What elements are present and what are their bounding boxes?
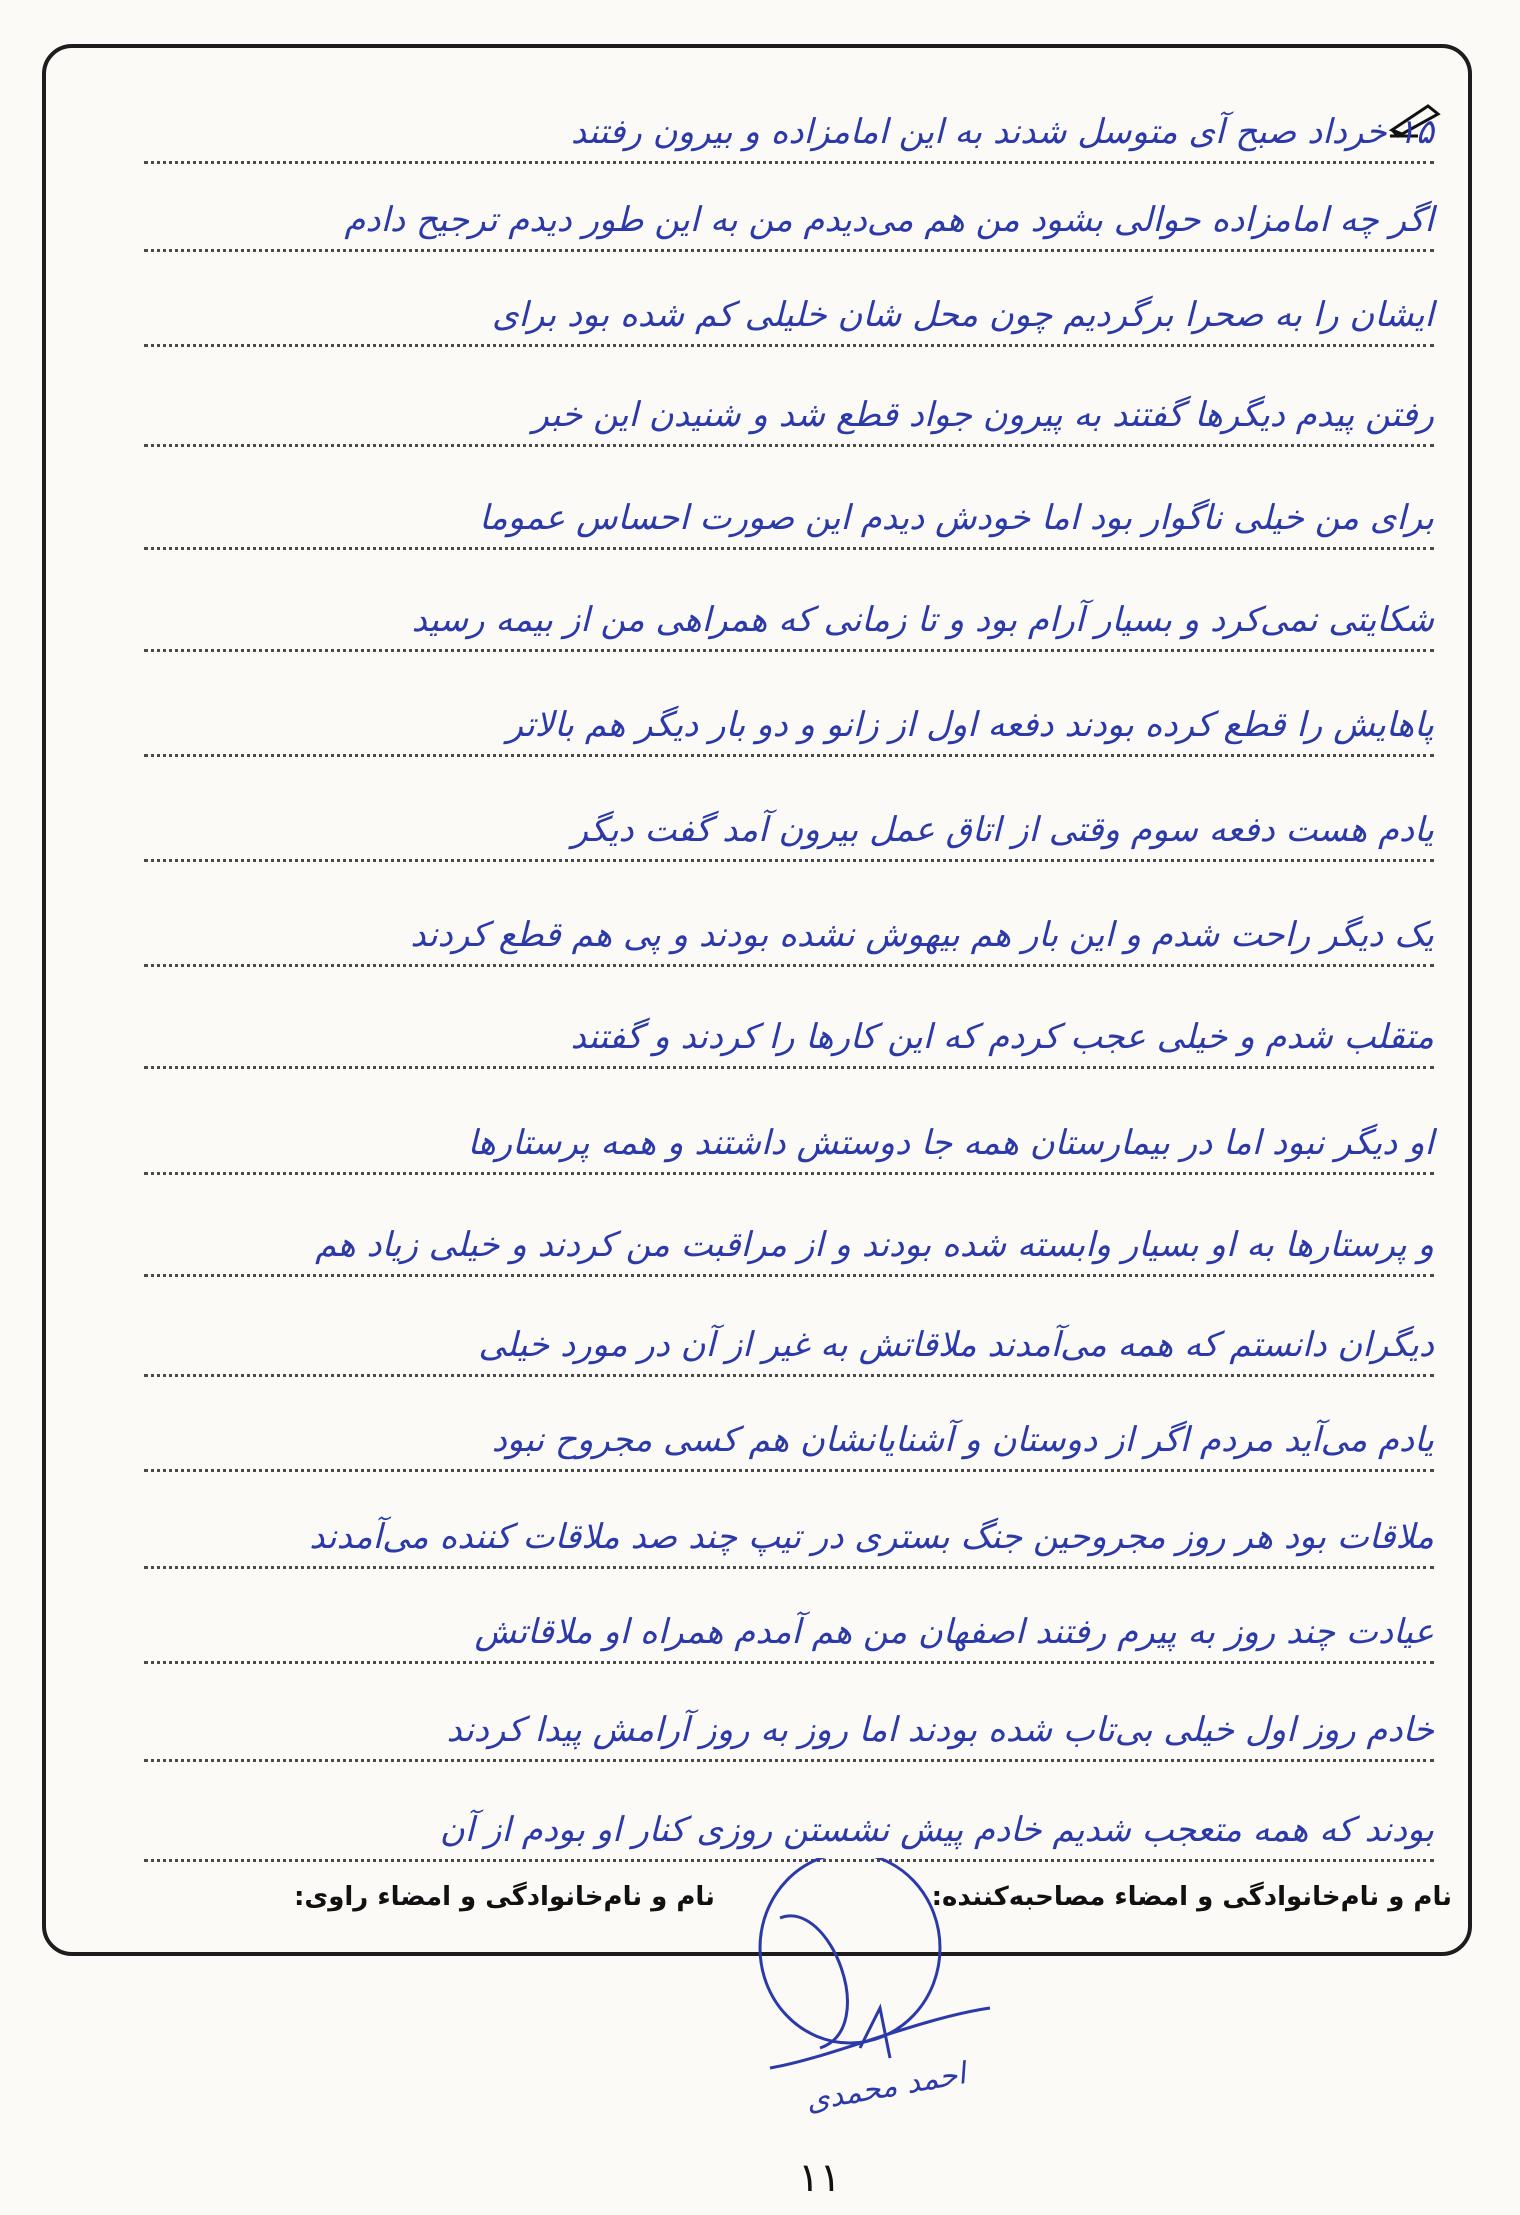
signature-scribble [740, 1858, 1020, 2168]
interviewer-signature-label: نام و نام‌خانوادگی و امضاء مصاحبه‌کننده: [931, 1882, 1452, 1912]
page-number: ۱۱ [798, 2155, 841, 2201]
handwritten-line: اگر چه امامزاده حوالی بشود من هم می‌دیدم من به این طور دیدم ترجیح دادم [104, 180, 1434, 260]
handwritten-line: متقلب شدم و خیلی عجب کردم که این کارها را کردند و گفتند [104, 997, 1434, 1077]
handwritten-line: و پرستارها به او بسیار وابسته شده بودند و از مراقبت من کردند و خیلی زیاد هم [104, 1205, 1434, 1285]
handwritten-line: پاهایش را قطع کرده بودند دفعه اول از زانو و دو بار دیگر هم بالاتر [104, 685, 1434, 765]
handwritten-line: رفتن پیدم دیگرها گفتند به پیرون جواد قطع شد و شنیدن این خبر [104, 375, 1434, 455]
handwritten-line: بودند که همه متعجب شدیم خادم پیش نشستن روزی کنار او بودم از آن [104, 1790, 1434, 1870]
handwritten-line: خادم روز اول خیلی بی‌تاب شده بودند اما روز به روز آرامش پیدا کردند [104, 1690, 1434, 1770]
handwritten-line: او دیگر نبود اما در بیمارستان همه جا دوستش داشتند و همه پرستارها [104, 1103, 1434, 1183]
handwritten-line: ایشان را به صحرا برگردیم چون محل شان خلیلی کم شده بود برای [104, 275, 1434, 355]
handwritten-line: دیگران دانستم که همه می‌آمدند ملاقاتش به غیر از آن در مورد خیلی [104, 1305, 1434, 1385]
handwritten-line: برای من خیلی ناگوار بود اما خودش دیدم این صورت احساس عموما [104, 478, 1434, 558]
handwritten-line: یادم هست دفعه سوم وقتی از اتاق عمل بیرون آمد گفت دیگر [104, 790, 1434, 870]
signature-name: احمد محمدی [803, 2056, 969, 2119]
handwritten-line: ملاقات بود هر روز مجروحین جنگ بستری در تیپ چند صد ملاقات کننده می‌آمدند [104, 1497, 1434, 1577]
narrator-signature-label: نام و نام‌خانوادگی و امضاء راوی: [294, 1882, 715, 1912]
handwritten-line: یادم می‌آید مردم اگر از دوستان و آشنایانشان هم کسی مجروح نبود [104, 1400, 1434, 1480]
handwritten-line: عیادت چند روز به پیرم رفتند اصفهان من هم آمدم همراه او ملاقاتش [104, 1592, 1434, 1672]
handwritten-line: شکایتی نمی‌کرد و بسیار آرام بود و تا زمانی که همراهی من از بیمه رسید [104, 580, 1434, 660]
handwritten-line: ۱۵ خرداد صبح آی متوسل شدند به این امامزاده و بیرون رفتند [104, 92, 1434, 172]
handwritten-line: یک دیگر راحت شدم و این بار هم بیهوش نشده بودند و پی هم قطع کردند [104, 895, 1434, 975]
